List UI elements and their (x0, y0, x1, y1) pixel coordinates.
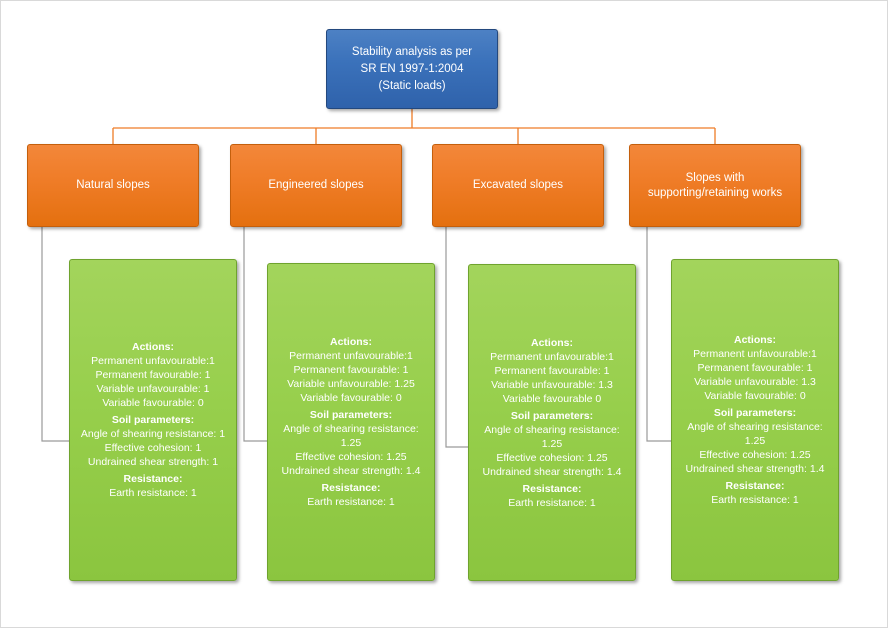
detail-line: Variable unfavourable: 1.25 (287, 378, 415, 390)
category-label: Engineered slopes (268, 179, 364, 191)
detail-line: Angle of shearing resistance: 1.25 (687, 421, 823, 447)
detail-line: Angle of shearing resistance: 1 (80, 428, 226, 440)
detail-node-supporting-works[interactable] (671, 259, 839, 581)
detail-line: Permanent favourable: 1 (697, 362, 813, 374)
detail-line: Earth resistance: 1 (109, 487, 197, 499)
detail-line: Variable favourable: 0 (704, 390, 806, 402)
category-label: Slopes with supporting/retaining works (647, 171, 783, 199)
category-node-natural-slopes[interactable] (27, 144, 199, 227)
detail-line: Earth resistance: 1 (711, 494, 799, 506)
detail-line: Permanent unfavourable:1 (289, 350, 413, 362)
detail-line: Effective cohesion: 1.25 (699, 449, 811, 461)
detail-line: Permanent favourable: 1 (293, 364, 409, 376)
detail-heading-resistance: Resistance: (123, 473, 183, 485)
detail-line: Earth resistance: 1 (307, 496, 395, 508)
detail-line: Permanent unfavourable:1 (693, 348, 817, 360)
detail-line: Variable unfavourable: 1 (96, 383, 210, 395)
detail-line: Undrained shear strength: 1 (87, 456, 219, 468)
detail-line: Undrained shear strength: 1.4 (281, 465, 421, 477)
category-label: Excavated slopes (472, 179, 564, 191)
detail-line: Angle of shearing resistance: 1.25 (484, 423, 620, 450)
detail-heading-resistance: Resistance: (725, 480, 785, 492)
category-node-excavated-slopes[interactable] (432, 144, 604, 227)
detail-line: Effective cohesion: 1.25 (496, 451, 608, 464)
detail-heading-actions: Actions: (132, 341, 174, 353)
category-node-supporting-works[interactable] (629, 144, 801, 227)
detail-node-engineered-slopes[interactable] (267, 263, 435, 581)
detail-heading-resistance: Resistance: (321, 482, 381, 494)
category-node-engineered-slopes[interactable] (230, 144, 402, 227)
detail-line: Variable unfavourable: 1.3 (491, 378, 613, 391)
detail-heading-soil-parameters: Soil parameters: (713, 407, 797, 419)
root-line-2: SR EN 1997-1:2004 (360, 62, 464, 75)
detail-line: Undrained shear strength: 1.4 (482, 465, 622, 478)
detail-line: Variable favourable: 0 (300, 392, 402, 404)
root-node[interactable] (326, 29, 498, 109)
detail-heading-actions: Actions: (531, 336, 573, 349)
detail-line: Permanent favourable: 1 (95, 369, 211, 381)
detail-heading-actions: Actions: (330, 336, 372, 348)
detail-line: Undrained shear strength: 1.4 (685, 463, 825, 475)
detail-line: Variable unfavourable: 1.3 (694, 376, 816, 388)
detail-heading-resistance: Resistance: (522, 482, 582, 495)
detail-heading-soil-parameters: Soil parameters: (510, 409, 594, 422)
detail-line: Effective cohesion: 1.25 (295, 451, 407, 463)
detail-line: Permanent unfavourable:1 (490, 350, 614, 363)
category-label: Natural slopes (76, 179, 150, 191)
detail-line: Permanent favourable: 1 (494, 364, 610, 377)
detail-line: Variable favourable: 0 (102, 397, 204, 409)
detail-node-excavated-slopes[interactable] (468, 264, 636, 581)
detail-line: Variable favourable 0 (502, 392, 602, 405)
root-line-1: Stability analysis as per (351, 45, 473, 58)
detail-heading-soil-parameters: Soil parameters: (111, 414, 195, 426)
detail-line: Earth resistance: 1 (508, 496, 596, 509)
detail-heading-actions: Actions: (734, 334, 776, 346)
root-line-3: (Static loads) (378, 79, 446, 92)
detail-heading-soil-parameters: Soil parameters: (309, 409, 393, 421)
detail-line: Effective cohesion: 1 (104, 442, 202, 454)
detail-line: Permanent unfavourable:1 (91, 355, 215, 367)
detail-line: Angle of shearing resistance: 1.25 (283, 423, 419, 449)
detail-node-natural-slopes[interactable] (69, 259, 237, 581)
